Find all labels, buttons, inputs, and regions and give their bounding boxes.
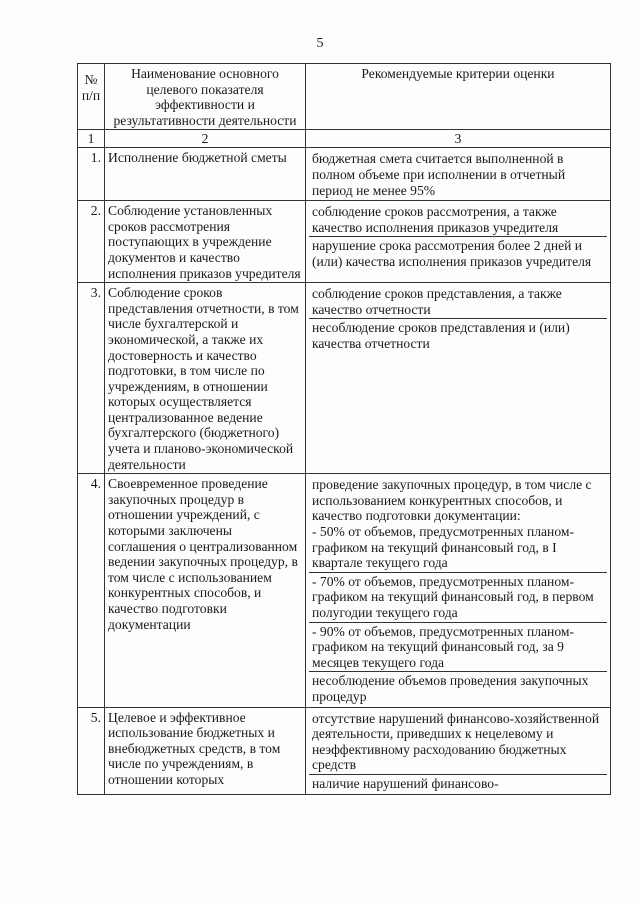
table-row bbox=[78, 707, 611, 794]
criteria-text: - 50% от объемов, предусмотренных планом-графиком на текущий финансовый год, в I квартале текущего года bbox=[312, 524, 574, 571]
criteria-item bbox=[309, 203, 607, 236]
header-num: № п/п bbox=[78, 64, 105, 130]
indicator-name: Своевременное проведение закупочных процедур в отношении учреждений, с которыми заключены соглашения о централизованном ведении закупочных процедур, в том числе с использованием конкурентных способов, и качество подготовки документации bbox=[105, 474, 306, 707]
criteria-cell bbox=[306, 148, 611, 201]
table-row bbox=[78, 283, 611, 474]
criteria-text: нарушение срока рассмотрения более 2 дней и (или) качества исполнения приказов учредителя bbox=[312, 238, 592, 269]
indicator-name: Целевое и эффективное использование бюджетных и внебюджетных средств, в том числе по учреждениям, в отношении которых bbox=[105, 707, 306, 794]
table-header-row bbox=[78, 64, 611, 130]
indicator-name: Исполнение бюджетной сметы bbox=[105, 148, 306, 201]
criteria-item bbox=[309, 150, 607, 199]
indicator-name: Соблюдение сроков представления отчетности, в том числе бухгалтерской и экономической, а также их достоверность и качество подготовки, в том числе по учреждениям, в отношении которых осуществляется централизованное ведение бухгалтерского (бюджетного) учета и планово-экономической деятельности bbox=[105, 283, 306, 474]
criteria-text: наличие нарушений финансово- bbox=[312, 775, 499, 791]
column-number-row bbox=[78, 130, 611, 148]
row-number: 5. bbox=[78, 707, 105, 794]
criteria-item bbox=[309, 318, 607, 352]
criteria-item bbox=[309, 236, 607, 270]
criteria-text: отсутствие нарушений финансово-хозяйственной деятельности, приведших к нецелевому и неэффективному расходованию бюджетных средств bbox=[312, 710, 600, 773]
criteria-cell bbox=[306, 283, 611, 474]
criteria-text: бюджетная смета считается выполненной в полном объеме при исполнении в отчетный период не менее 95% bbox=[312, 151, 566, 198]
header-criteria: Рекомендуемые критерии оценки bbox=[306, 64, 611, 130]
criteria-text: - 70% от объемов, предусмотренных планом-графиком на текущий финансовый год, в первом полугодии текущего года bbox=[312, 573, 594, 620]
criteria-cell bbox=[306, 474, 611, 707]
criteria-text: несоблюдение объемов проведения закупочных процедур bbox=[312, 673, 589, 704]
criteria-text: проведение закупочных процедур, в том числе с использованием конкурентных способов, и качество подготовки документации: bbox=[312, 477, 592, 524]
row-number: 2. bbox=[78, 201, 105, 283]
criteria-table bbox=[77, 63, 611, 795]
column-number: 2 bbox=[105, 130, 306, 148]
table-row bbox=[78, 148, 611, 201]
criteria-item bbox=[309, 710, 607, 774]
row-number: 3. bbox=[78, 283, 105, 474]
column-number: 1 bbox=[78, 130, 105, 148]
criteria-text: соблюдение сроков представления, а также качество отчетности bbox=[312, 286, 562, 317]
criteria-text: несоблюдение сроков представления и (или) качества отчетности bbox=[312, 320, 570, 351]
criteria-cell bbox=[306, 707, 611, 794]
criteria-item bbox=[309, 671, 607, 705]
criteria-item bbox=[309, 476, 607, 572]
criteria-item bbox=[309, 622, 607, 672]
header-name: Наименование основного целевого показателя эффективности и результативности деятельности bbox=[105, 64, 306, 130]
column-number: 3 bbox=[306, 130, 611, 148]
criteria-text: - 90% от объемов, предусмотренных планом-графиком на текущий финансовый год, за 9 месяцев текущего года bbox=[312, 623, 574, 670]
table-row bbox=[78, 474, 611, 707]
indicator-name: Соблюдение установленных сроков рассмотрения поступающих в учреждение документов и качество исполнения приказов учредителя bbox=[105, 201, 306, 283]
page-number: 5 bbox=[316, 36, 324, 51]
criteria-text: соблюдение сроков рассмотрения, а также качество исполнения приказов учредителя bbox=[312, 204, 559, 235]
table-row bbox=[78, 201, 611, 283]
row-number: 4. bbox=[78, 474, 105, 707]
criteria-item bbox=[309, 285, 607, 318]
criteria-item bbox=[309, 572, 607, 622]
criteria-item bbox=[309, 774, 607, 793]
row-number: 1. bbox=[78, 148, 105, 201]
criteria-cell bbox=[306, 201, 611, 283]
